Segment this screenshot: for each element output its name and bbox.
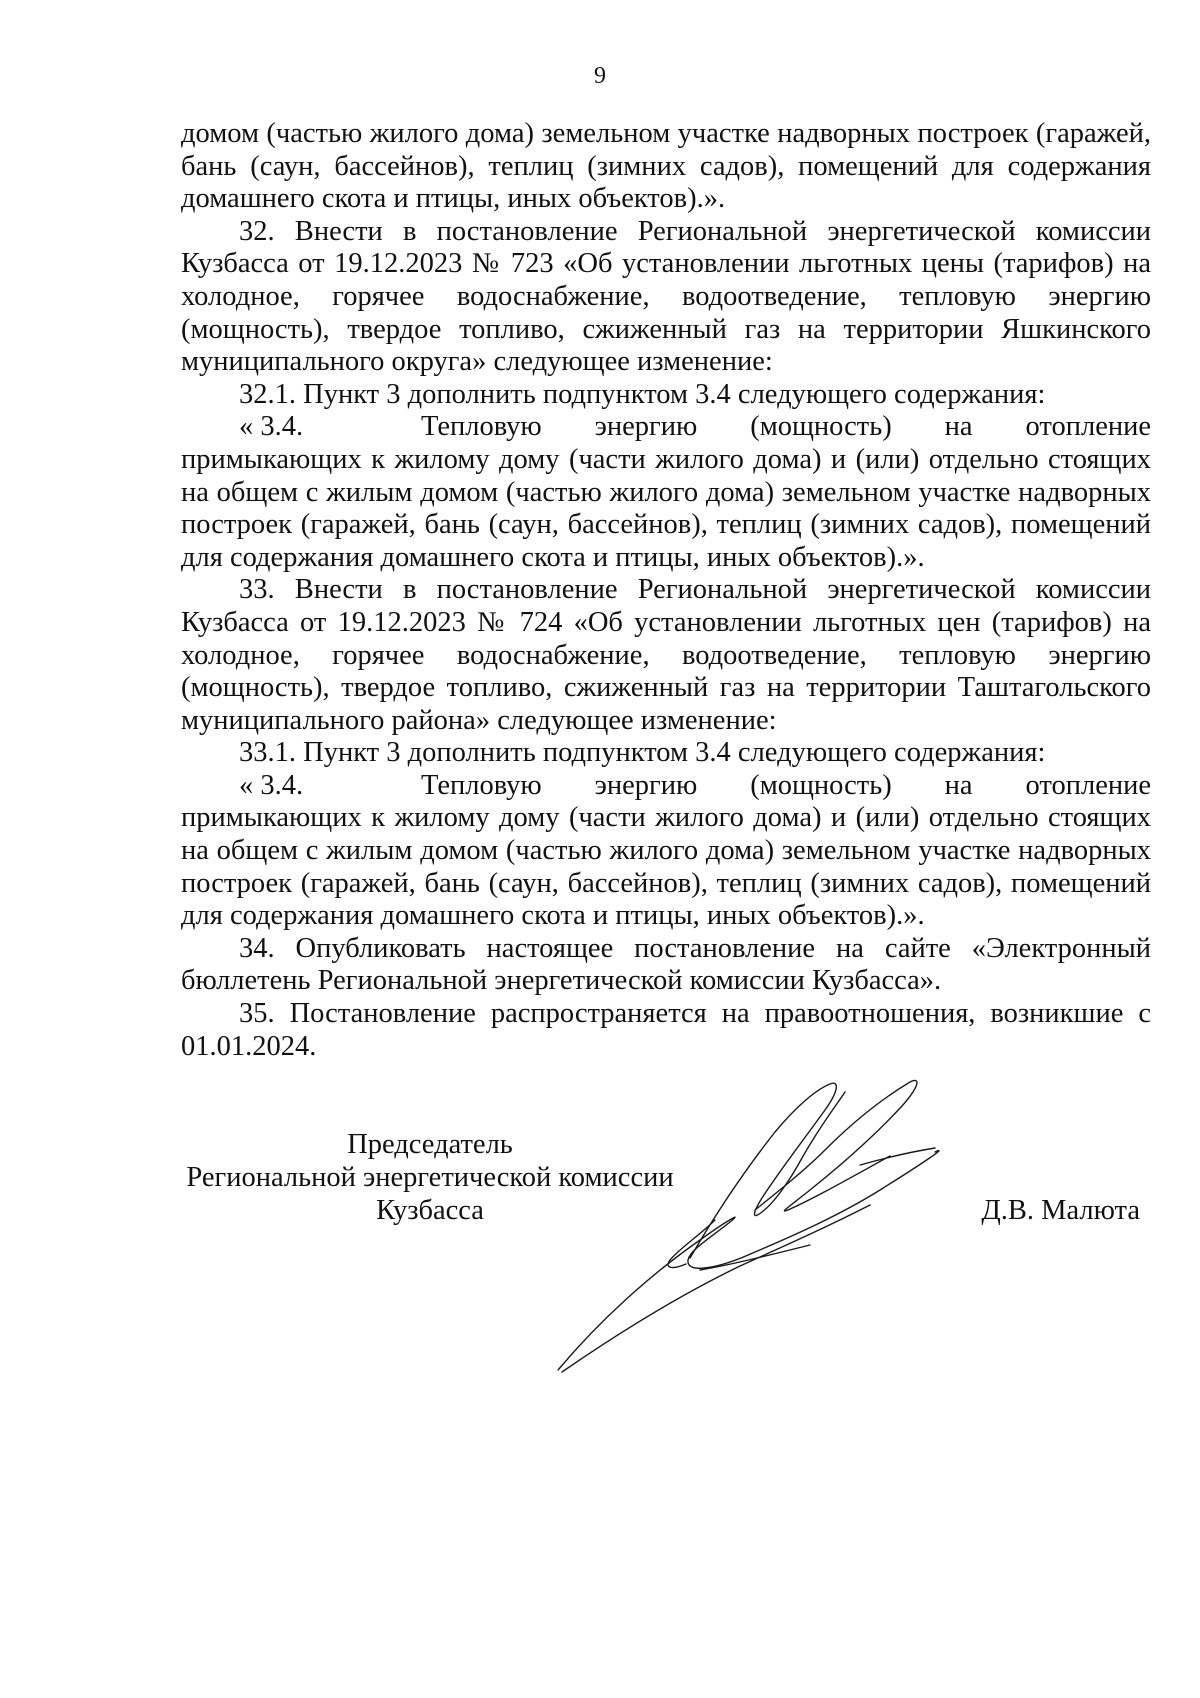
document-body	[181, 118, 1151, 1063]
paragraph-33-1-quote	[181, 770, 1151, 933]
quote-number: « 3.4.	[239, 411, 304, 443]
paragraph-32-1: 32.1. Пункт 3 дополнить подпунктом 3.4 следующего содержания:	[239, 378, 1046, 410]
page-number: 9	[594, 63, 606, 89]
paragraph-33: 33. Внести в постановление Региональной энергетической комиссии Кузбасса от 19.12.2023 № 724 «Об установлении льготных цен (тарифов) на холодное, горячее водоснабжение, водоотведение, тепловую энергию (мощность), твердое топливо, сжиженный газ на территории Таштагольского муниципального района» следующее изменение:	[181, 574, 1151, 736]
signatory-title-line-1: Председатель	[347, 1129, 513, 1160]
paragraph-34: 34. Опубликовать настоящее постановление на сайте «Электронный бюллетень Региональной энергетической комиссии Кузбасса».	[181, 932, 1151, 997]
handwritten-signature	[540, 1070, 1000, 1400]
quote-number: « 3.4.	[239, 769, 304, 801]
signature-strokes	[558, 1080, 939, 1372]
quote-text: Тепловую энергию (мощность) на отопление примыкающих к жилому дому (части жилого дома) и (или) отдельно стоящих на общем с жилым домом (частью жилого дома) земельном участке надворных построек (гаражей, бань (саун, бассейнов), теплиц (зимних садов), помещений для содержания домашнего скота и птицы, иных объектов).».	[181, 411, 1151, 573]
paragraph-32-1-quote	[181, 411, 1151, 574]
paragraph-33-1: 33.1. Пункт 3 дополнить подпунктом 3.4 следующего содержания:	[239, 737, 1046, 769]
quote-text: Тепловую энергию (мощность) на отопление примыкающих к жилому дому (части жилого дома) и (или) отдельно стоящих на общем с жилым домом (частью жилого дома) земельном участке надворных построек (гаражей, бань (саун, бассейнов), теплиц (зимних садов), помещений для содержания домашнего скота и птицы, иных объектов).».	[181, 769, 1151, 932]
signatory-title-line-3: Кузбасса	[376, 1195, 484, 1226]
paragraph-continuation: домом (частью жилого дома) земельном участке надворных построек (гаражей, бань (саун, бассейнов), теплиц (зимних садов), помещений для содержания домашнего скота и птицы, иных объектов).».	[181, 118, 1151, 215]
paragraph-32: 32. Внести в постановление Региональной энергетической комиссии Кузбасса от 19.12.2023 № 723 «Об установлении льготных цены (тарифов) на холодное, горячее водоснабжение, водоотведение, тепловую энергию (мощность), твердое топливо, сжиженный газ на территории Яшкинского муниципального округа» следующее изменение:	[181, 215, 1151, 378]
signatory-title-line-2: Региональной энергетической комиссии	[186, 1162, 674, 1193]
signatory-name: Д.В. Малюта	[981, 1195, 1140, 1226]
paragraph-35: 35. Постановление распространяется на правоотношения, возникшие с 01.01.2024.	[181, 998, 1151, 1062]
